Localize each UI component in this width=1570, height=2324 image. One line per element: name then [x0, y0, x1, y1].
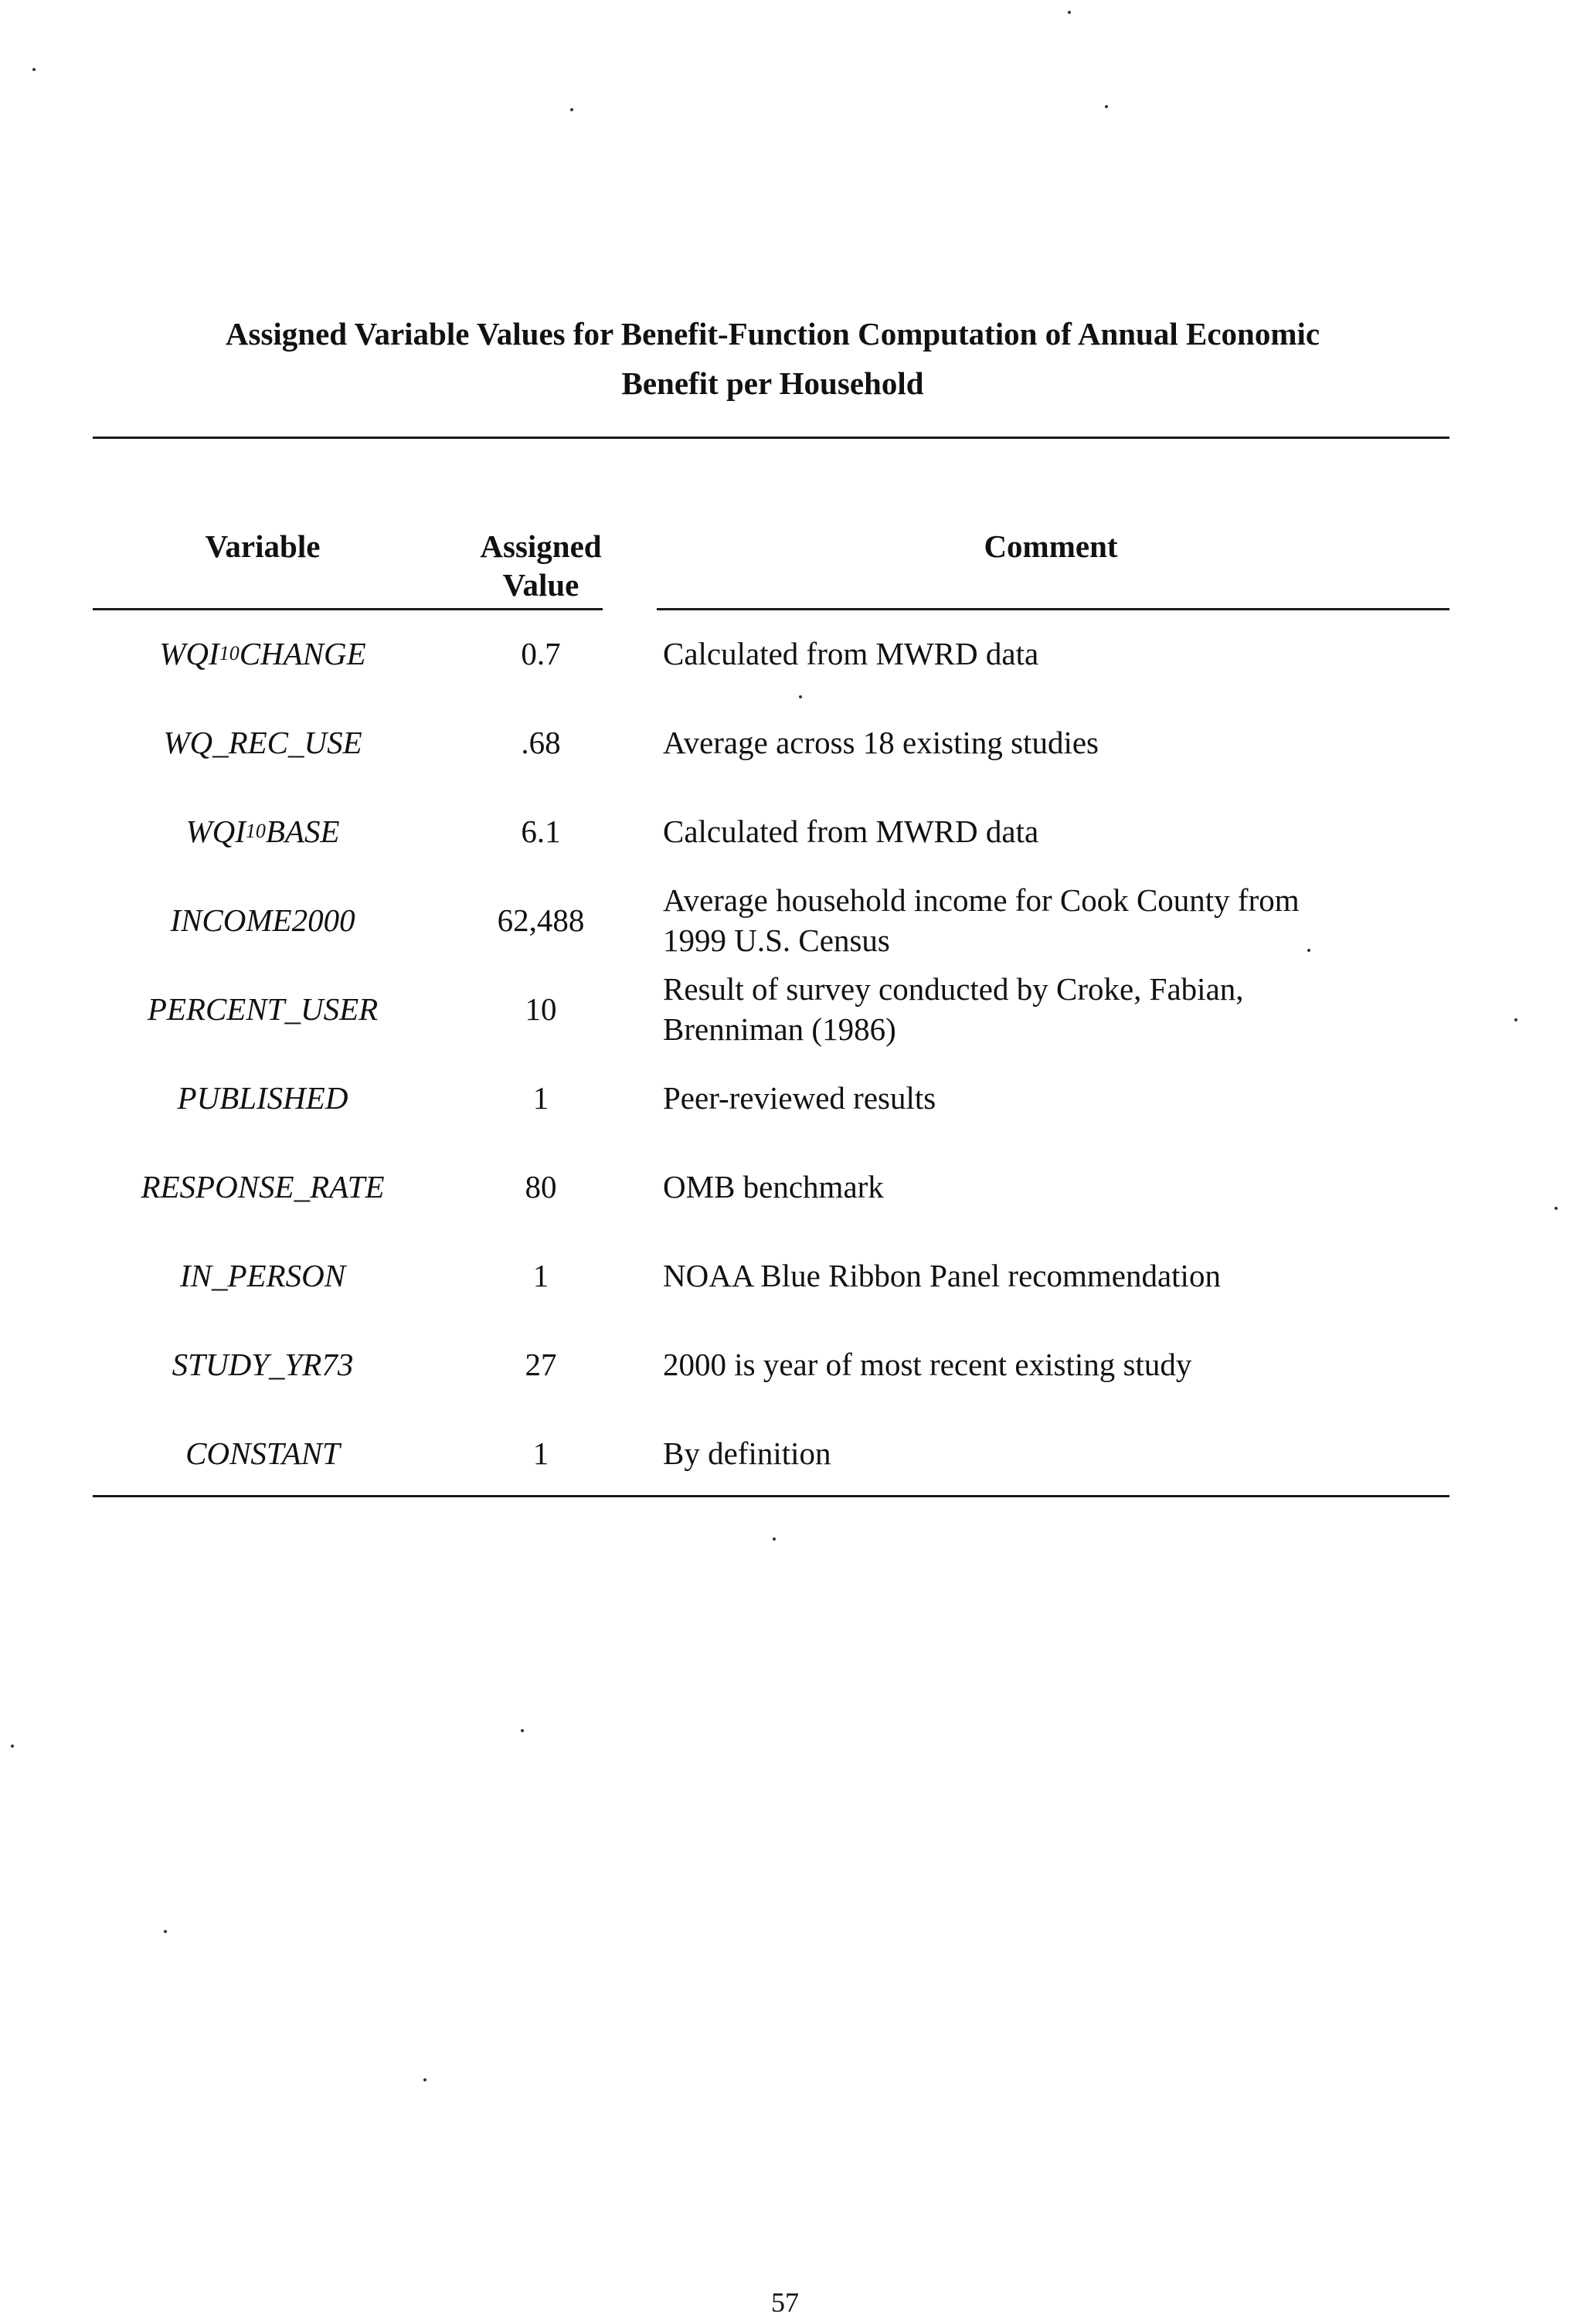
- variable-name-subscript: 10: [245, 820, 266, 842]
- comment-text: Calculated from MWRD data: [663, 636, 1039, 671]
- assigned-value-cell: .68: [521, 725, 561, 760]
- scan-speck: [164, 1930, 167, 1933]
- assigned-value-cell: 62,488: [497, 902, 585, 938]
- variable-cell: STUDY_YR73: [172, 1347, 354, 1382]
- table-title-line-1: Assigned Variable Values for Benefit-Function Computation of Annual Economic: [225, 316, 1320, 352]
- comment-text-line-1: Average household income for Cook County from: [663, 882, 1300, 918]
- comment-cell: [663, 1059, 1443, 1137]
- header-assigned-value: [433, 527, 649, 604]
- comment-text-line-2: Brenniman (1986): [663, 1011, 896, 1047]
- comment-cell: [663, 1237, 1443, 1314]
- table-top-rule: [93, 437, 1449, 439]
- table-row: [93, 1148, 1449, 1225]
- scan-speck: [1514, 1018, 1517, 1021]
- comment-cell: [663, 1326, 1443, 1403]
- scan-speck: [1307, 949, 1310, 952]
- comment-cell: [663, 704, 1443, 781]
- comment-cell: [663, 793, 1443, 870]
- header-comment: Comment: [984, 528, 1118, 564]
- table-row: [93, 615, 1449, 692]
- variable-cell: WQ_REC_USE: [163, 725, 362, 760]
- table-row: [93, 704, 1449, 781]
- comment-text: Peer-reviewed results: [663, 1080, 936, 1116]
- scan-speck: [1068, 11, 1071, 14]
- scan-speck: [570, 108, 573, 111]
- assigned-value-cell: 1: [532, 1436, 549, 1471]
- table-bottom-rule: [93, 1495, 1449, 1497]
- variable-cell: RESPONSE_RATE: [141, 1169, 385, 1204]
- scan-speck: [423, 2078, 426, 2081]
- variable-cell: [108, 615, 417, 692]
- header-rule-left: [93, 608, 603, 610]
- scan-speck: [1105, 105, 1108, 108]
- table-row: [93, 1237, 1449, 1314]
- variable-cell: PERCENT_USER: [147, 991, 379, 1027]
- comment-text: Calculated from MWRD data: [663, 814, 1039, 849]
- variable-cell: [108, 793, 417, 870]
- assigned-value-cell: 0.7: [521, 636, 561, 671]
- table-row: [93, 1059, 1449, 1137]
- comment-cell: [663, 882, 1443, 959]
- table-title-line-2: Benefit per Household: [621, 365, 924, 401]
- scan-speck: [1555, 1207, 1558, 1210]
- variable-cell: INCOME2000: [170, 902, 355, 938]
- assigned-value-cell: 10: [525, 991, 557, 1027]
- table-title: [93, 309, 1453, 408]
- assigned-value-cell: 27: [525, 1347, 557, 1382]
- header-rule-right: [657, 608, 1449, 610]
- variable-cell: PUBLISHED: [177, 1080, 348, 1116]
- comment-cell: [663, 1415, 1443, 1492]
- variable-cell: IN_PERSON: [179, 1258, 346, 1293]
- scan-speck: [773, 1537, 776, 1541]
- assigned-value-cell: 1: [532, 1258, 549, 1293]
- header-variable: Variable: [205, 528, 321, 564]
- comment-cell: [663, 615, 1443, 692]
- comment-text: By definition: [663, 1436, 831, 1471]
- comment-text: 2000 is year of most recent existing study: [663, 1347, 1192, 1382]
- scan-speck: [521, 1729, 524, 1732]
- assigned-value-cell: 1: [532, 1080, 549, 1116]
- comment-text: NOAA Blue Ribbon Panel recommendation: [663, 1258, 1221, 1293]
- table-row: [93, 1326, 1449, 1403]
- variable-cell: CONSTANT: [185, 1436, 340, 1471]
- table-row: [93, 793, 1449, 870]
- table-row: [93, 1415, 1449, 1492]
- header-assigned-value-line-2: Value: [502, 567, 579, 603]
- variable-name-prefix: WQI: [185, 814, 246, 849]
- table-row: [93, 970, 1449, 1048]
- variable-name-suffix: BASE: [265, 814, 340, 849]
- comment-text-line-2: 1999 U.S. Census: [663, 922, 890, 958]
- scan-speck: [11, 1745, 14, 1748]
- assigned-value-cell: 80: [525, 1169, 557, 1204]
- comment-text: OMB benchmark: [663, 1169, 884, 1204]
- header-assigned-value-line-1: Assigned: [480, 528, 602, 564]
- comment-text: Average across 18 existing studies: [663, 725, 1099, 760]
- variable-name-suffix: CHANGE: [239, 636, 366, 671]
- comment-text-line-1: Result of survey conducted by Croke, Fabian,: [663, 971, 1244, 1007]
- comment-cell: [663, 970, 1443, 1048]
- scan-speck: [799, 695, 802, 698]
- variable-name-prefix: WQI: [159, 636, 219, 671]
- scan-speck: [32, 68, 36, 71]
- assigned-value-cell: 6.1: [521, 814, 561, 849]
- table-row: [93, 882, 1449, 959]
- variable-name-subscript: 10: [219, 642, 240, 664]
- comment-cell: [663, 1148, 1443, 1225]
- page-number: 57: [771, 2287, 799, 2318]
